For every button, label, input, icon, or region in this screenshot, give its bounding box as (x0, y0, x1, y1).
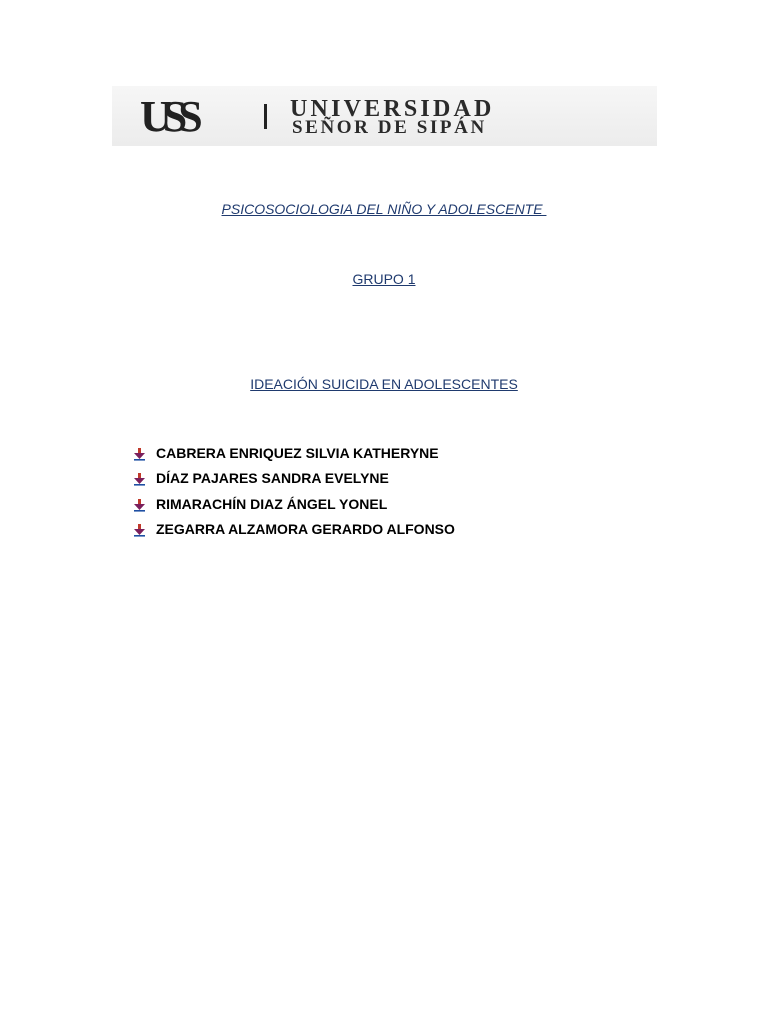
arrow-down-bullet-icon (133, 499, 146, 512)
logo-name-line: SEÑOR DE SIPÁN (292, 117, 487, 138)
course-title: PSICOSOCIOLOGIA DEL NIÑO Y ADOLESCENTE (221, 201, 547, 217)
logo-mark: USS (140, 92, 194, 141)
member-item (131, 469, 455, 494)
member-list (131, 444, 455, 546)
member-item (131, 444, 455, 469)
member-name: RIMARACHÍN DIAZ ÁNGEL YONEL (156, 495, 388, 512)
arrow-down-bullet-icon (133, 524, 146, 537)
logo-divider (264, 104, 267, 129)
arrow-down-bullet-icon (133, 473, 146, 486)
logo-university-line: UNIVERSIDAD (290, 96, 495, 122)
member-item (131, 495, 455, 520)
topic-title: IDEACIÓN SUICIDA EN ADOLESCENTES (250, 376, 518, 392)
member-item (131, 520, 455, 545)
group-label: GRUPO 1 (352, 271, 416, 287)
university-logo (112, 86, 657, 146)
member-name: ZEGARRA ALZAMORA GERARDO ALFONSO (156, 521, 455, 538)
member-name: CABRERA ENRIQUEZ SILVIA KATHERYNE (156, 445, 439, 461)
member-name: DÍAZ PAJARES SANDRA EVELYNE (156, 470, 389, 487)
arrow-down-bullet-icon (133, 448, 146, 461)
